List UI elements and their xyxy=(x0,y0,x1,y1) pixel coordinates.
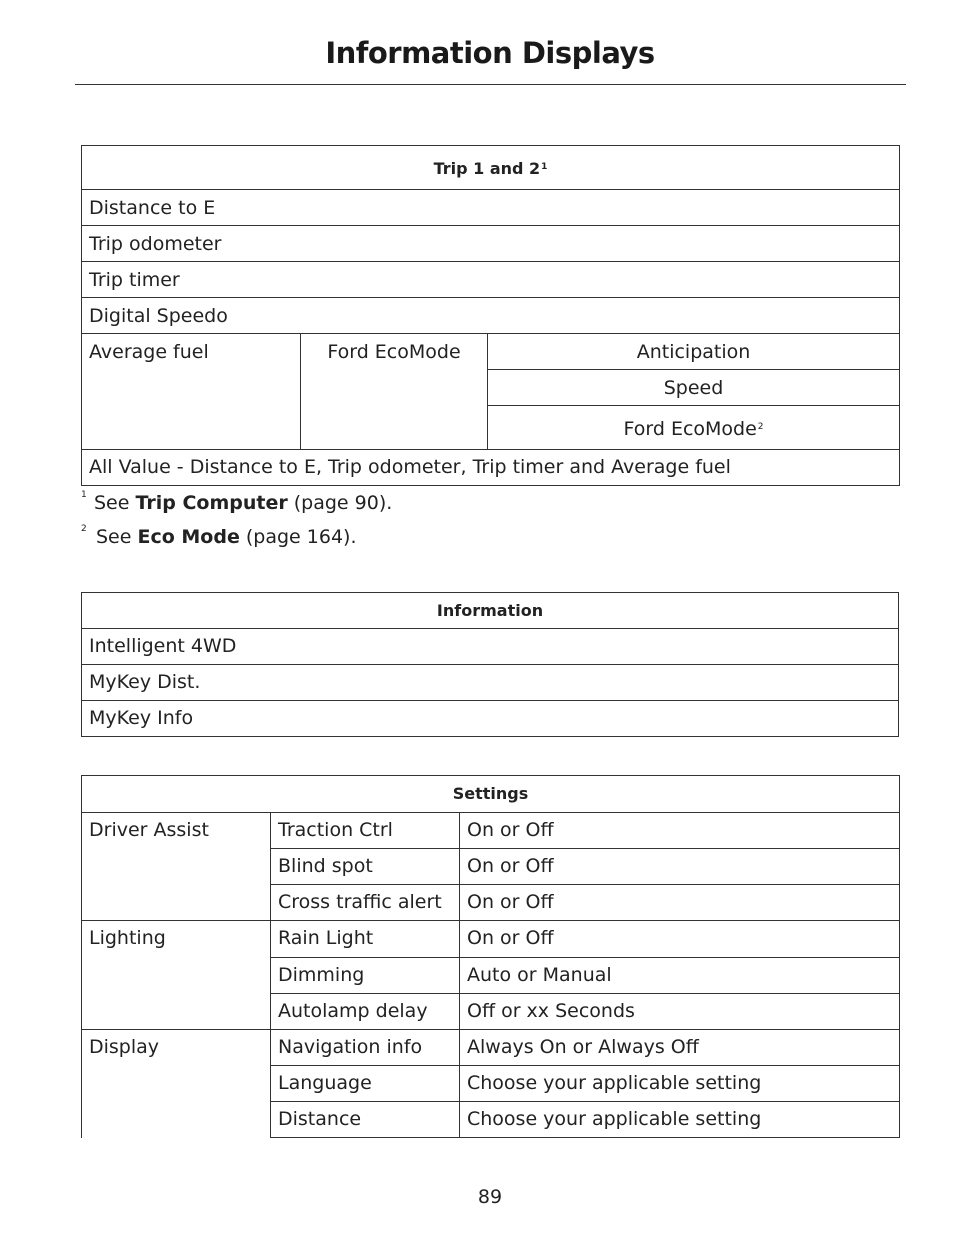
average-fuel-cell: Average fuel xyxy=(82,334,301,450)
option-cell: Ford EcoMode$^2$ xyxy=(488,406,900,450)
setting-value: On or Off xyxy=(460,849,900,885)
footnote: 1 See Trip Computer (page 90). xyxy=(81,490,393,514)
setting-name: Blind spot xyxy=(271,849,460,885)
setting-name: Dimming xyxy=(271,958,460,994)
table-row: Intelligent 4WD xyxy=(82,629,899,665)
all-value-row: All Value - Distance to E, Trip odometer, Trip timer and Average fuel xyxy=(82,450,900,486)
table-row: Trip timer xyxy=(82,262,900,298)
option-cell: Anticipation xyxy=(488,334,900,370)
footnote-link: Trip Computer xyxy=(135,492,288,514)
information-table-heading: Information xyxy=(82,593,899,629)
settings-group-display: Display xyxy=(82,1030,271,1138)
setting-name: Cross traffic alert xyxy=(271,885,460,921)
footnote-mark: 2 xyxy=(81,524,87,534)
footnote-ref: 1 xyxy=(541,162,548,172)
table-row: Digital Speedo xyxy=(82,298,900,334)
page-number: 89 xyxy=(477,1186,503,1208)
setting-value: On or Off xyxy=(460,813,900,849)
setting-value: Auto or Manual xyxy=(460,958,900,994)
setting-value: On or Off xyxy=(460,921,900,958)
ecomode-cell: Ford EcoMode xyxy=(301,334,488,450)
footnote-ref: 2 xyxy=(757,422,764,432)
setting-value: Always On or Always Off xyxy=(460,1030,900,1066)
setting-name: Navigation info xyxy=(271,1030,460,1066)
option-cell: Speed xyxy=(488,370,900,406)
settings-group-lighting: Lighting xyxy=(82,921,271,1030)
footnote-link: Eco Mode xyxy=(137,526,240,548)
setting-value: Choose your applicable setting xyxy=(460,1102,900,1138)
title-rule xyxy=(75,84,906,85)
table-row: MyKey Info xyxy=(82,701,899,737)
information-table xyxy=(81,592,899,737)
table-row: MyKey Dist. xyxy=(82,665,899,701)
setting-name: Autolamp delay xyxy=(271,994,460,1030)
setting-value: Choose your applicable setting xyxy=(460,1066,900,1102)
setting-name: Language xyxy=(271,1066,460,1102)
settings-group-driver-assist: Driver Assist xyxy=(82,813,271,921)
setting-name: Traction Ctrl xyxy=(271,813,460,849)
table-row: Distance to E xyxy=(82,190,900,226)
setting-value: On or Off xyxy=(460,885,900,921)
setting-name: Distance xyxy=(271,1102,460,1138)
table-row: Trip odometer xyxy=(82,226,900,262)
footnote: 2 See Eco Mode (page 164). xyxy=(81,524,357,548)
setting-value: Off or xx Seconds xyxy=(460,994,900,1030)
footnote-mark: 1 xyxy=(81,490,87,500)
settings-table-heading: Settings xyxy=(82,776,900,813)
trip-table-heading: Trip 1 and $2^1$ xyxy=(82,146,900,190)
settings-table xyxy=(81,775,900,1138)
trip-table xyxy=(81,145,900,486)
setting-name: Rain Light xyxy=(271,921,460,958)
page-title: Information Displays xyxy=(325,36,655,70)
